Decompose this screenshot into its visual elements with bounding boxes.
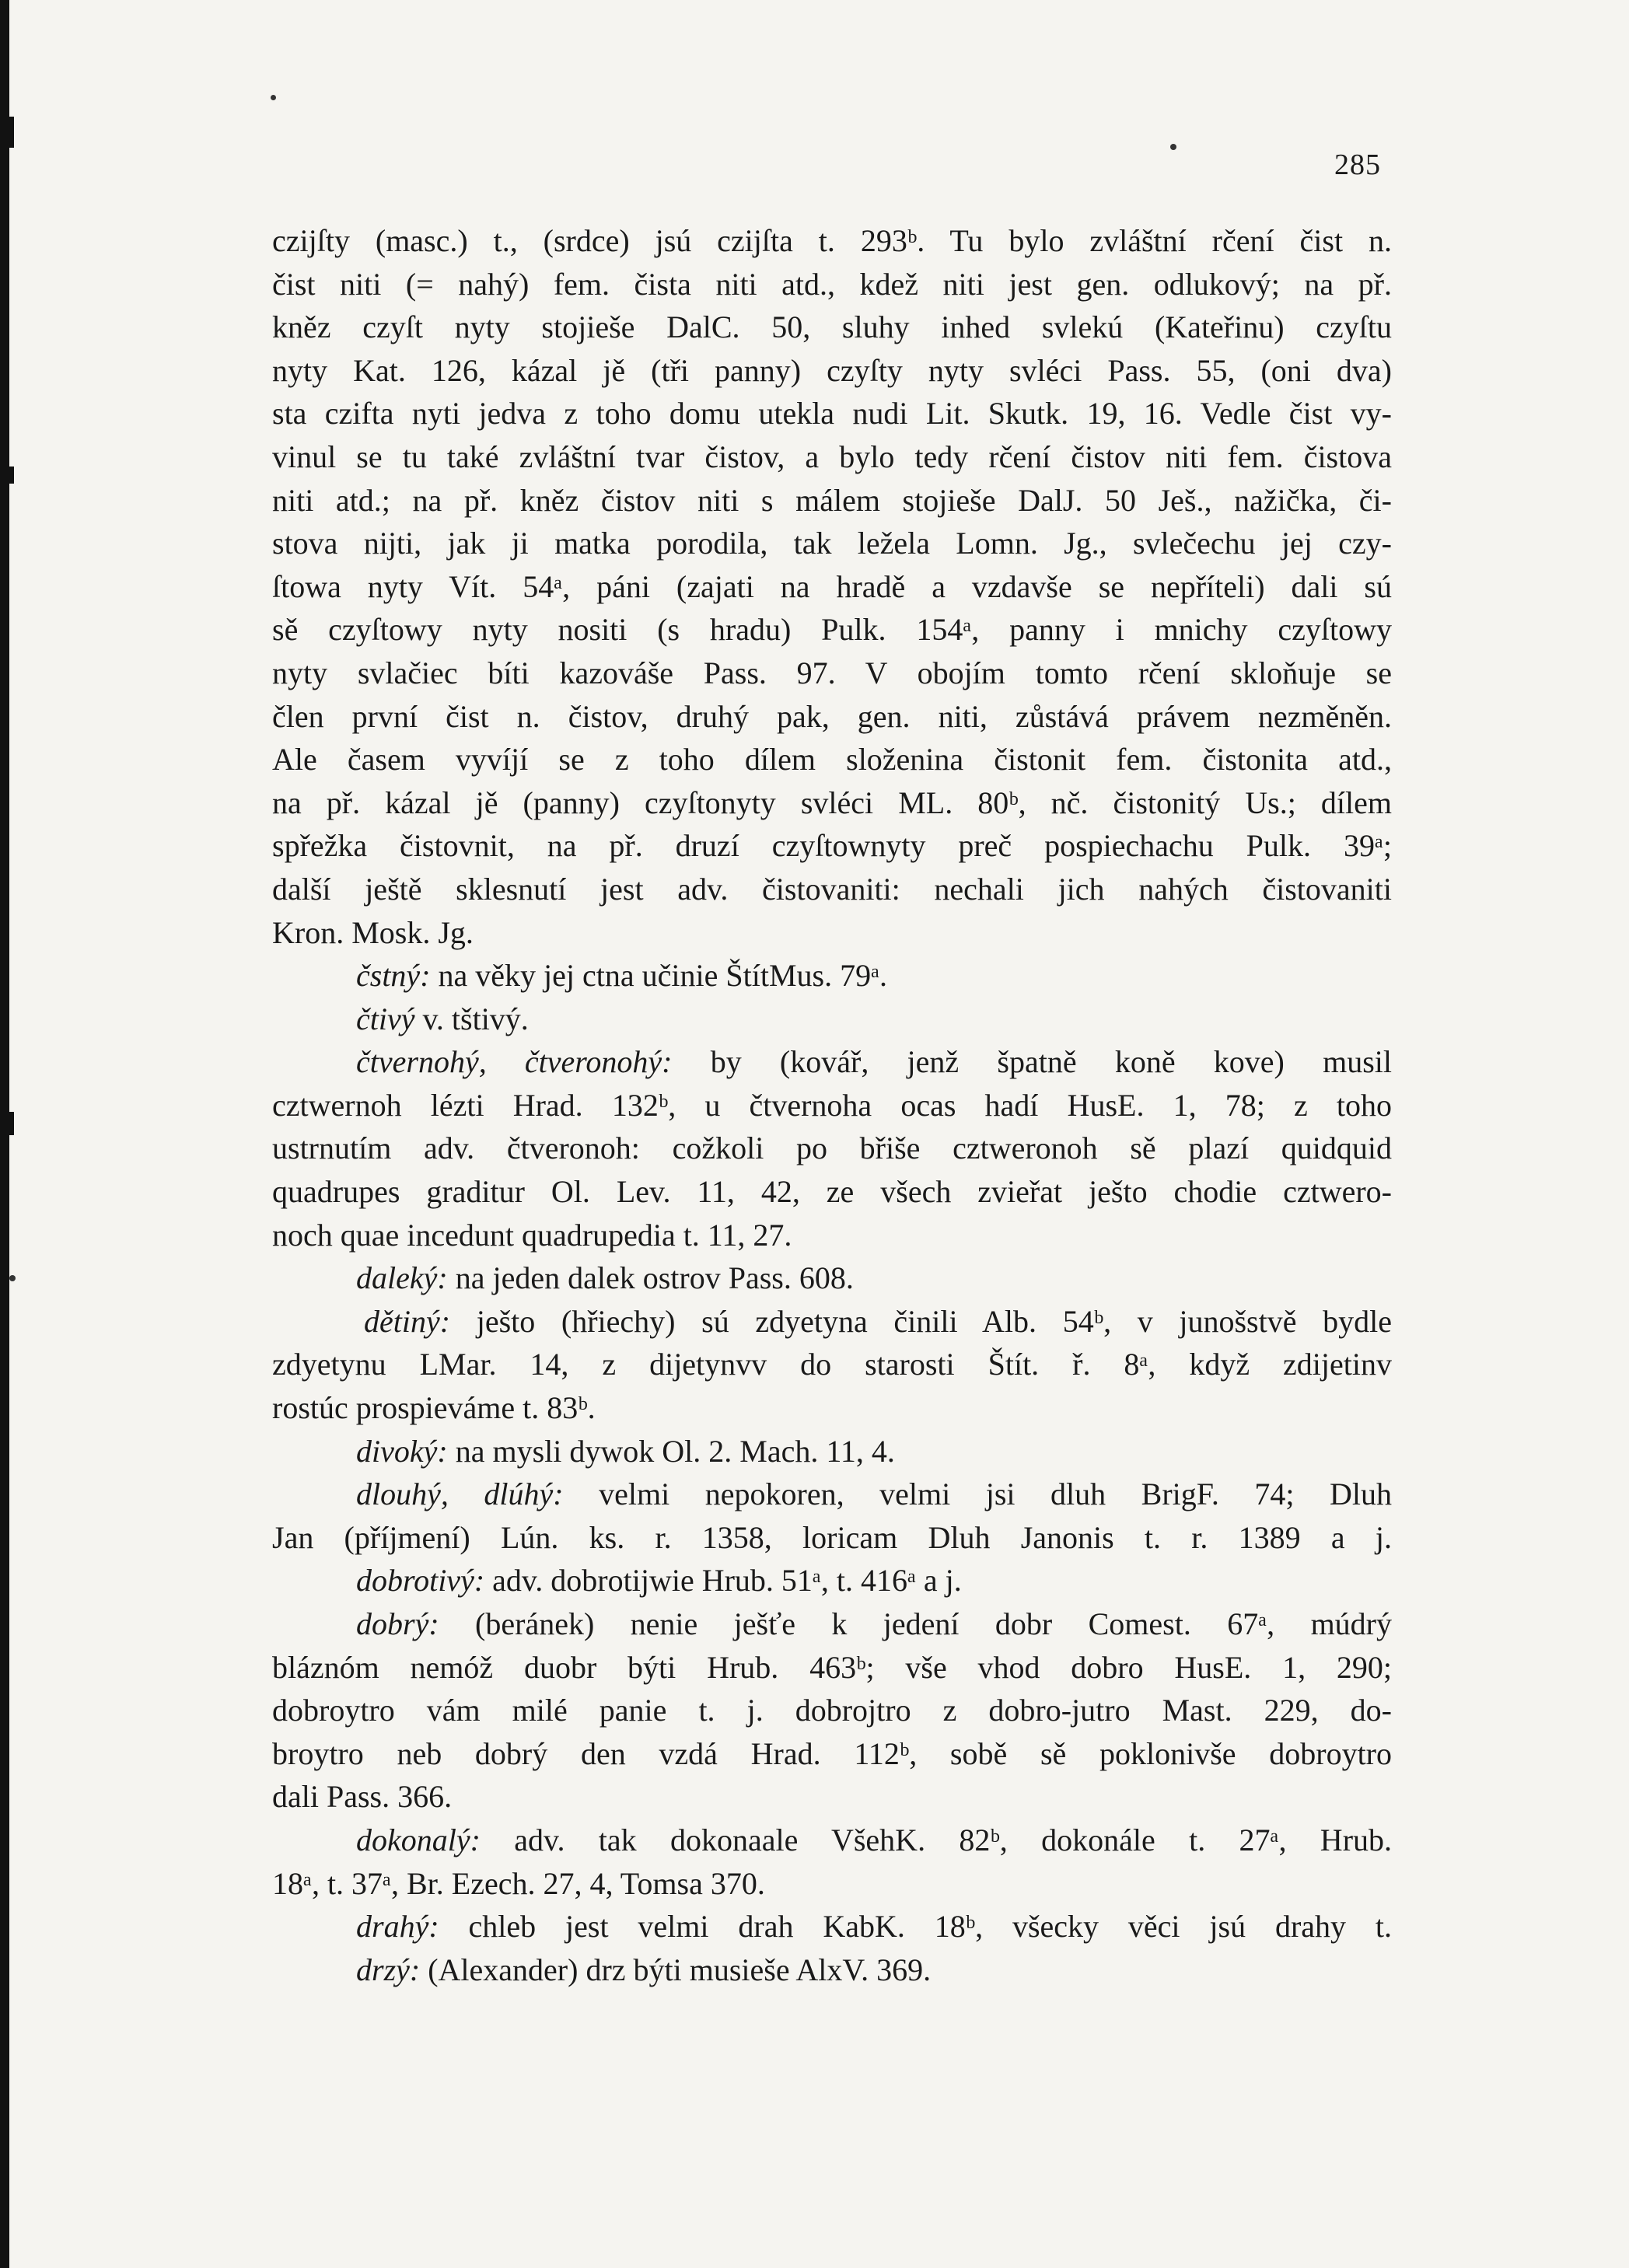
text-line: sta czifta nyti jedva z toho domu utekla nudi Lit. Skutk. 19, 16. Vedle čist vy- bbox=[272, 396, 1392, 432]
entry-text: chleb jest velmi drah KabK. 18ᵇ, všecky věci jsú drahy t. bbox=[468, 1909, 1392, 1945]
entry-line bbox=[272, 1905, 1392, 1948]
text-line: dali Pass. 366. bbox=[272, 1779, 453, 1815]
text-line: quadrupes graditur Ol. Lev. 11, 42, ze všech zvieřat ješto chodie cztwero- bbox=[272, 1174, 1392, 1210]
headword: dlouhý, dlúhý: bbox=[356, 1476, 564, 1512]
headword: čtivý bbox=[356, 1001, 415, 1036]
text-line: rostúc prospieváme t. 83ᵇ. bbox=[272, 1390, 596, 1426]
entry-text: na jeden dalek ostrov Pass. 608. bbox=[455, 1260, 854, 1296]
entry-line bbox=[272, 1256, 1392, 1300]
entry-line bbox=[272, 1300, 1392, 1344]
entry-text: na věky jej ctna učinie ŠtítMus. 79ᵃ. bbox=[438, 958, 888, 994]
binding-mark bbox=[0, 117, 14, 148]
entry-text: (Alexander) drz býti musieše AlxV. 369. bbox=[428, 1952, 932, 1987]
speck bbox=[9, 1275, 16, 1281]
entry-text: (beránek) nenie ješťe k jedení dobr Comest. 67ᵃ, múdrý bbox=[475, 1606, 1392, 1641]
headword: divoký: bbox=[356, 1433, 448, 1469]
entry-text: by (kovář, jenž špatně koně kove) musil bbox=[710, 1044, 1392, 1080]
entry-line bbox=[272, 1473, 1392, 1516]
entry-text: na mysli dywok Ol. 2. Mach. 11, 4. bbox=[455, 1433, 895, 1469]
text-line: sě czyſtowy nyty nositi (s hradu) Pulk. 154ᵃ, panny i mnichy czyſtowy bbox=[272, 612, 1392, 648]
speck bbox=[271, 95, 276, 100]
text-line: člen první čist n. čistov, druhý pak, gen. niti, zůstává právem nezměněn. bbox=[272, 698, 1392, 734]
entry-text: adv. tak dokonaale VšehK. 82ᵇ, dokonále t. 27ᵃ, Hrub. bbox=[514, 1822, 1392, 1857]
text-line: vinul se tu také zvláštní tvar čistov, a bylo tedy rčení čistov niti fem. čistova bbox=[272, 439, 1392, 474]
entry-line bbox=[272, 1602, 1392, 1646]
entry-text: velmi nepokoren, velmi jsi dluh BrigF. 74; Dluh bbox=[599, 1476, 1392, 1512]
text-line: ſtowa nyty Vít. 54ᵃ, páni (zajati na hradě a vzdavše se nepříteli) dali sú bbox=[272, 568, 1392, 604]
headword: dětiný: bbox=[364, 1303, 451, 1339]
entry-text: ješto (hřiechy) sú zdyetyna činili Alb. 54ᵇ, v junošstvě bydle bbox=[476, 1303, 1392, 1339]
text-line: zdyetynu LMar. 14, z dijetynvv do starosti Štít. ř. 8ᵃ, když zdijetinv bbox=[272, 1347, 1392, 1382]
headword: dobrý: bbox=[356, 1606, 439, 1641]
text-line: Ale časem vyvíjí se z toho dílem složenina čistonit fem. čistonita atd., bbox=[272, 742, 1392, 778]
headword: čstný: bbox=[356, 958, 431, 994]
text-line: spřežka čistovnit, na př. druzí czyſtownyty preč pospiechachu Pulk. 39ᵃ; bbox=[272, 828, 1392, 864]
headword: drahý: bbox=[356, 1909, 439, 1945]
binding-mark bbox=[0, 1112, 14, 1135]
text-line: kněz czyſt nyty stojieše DalC. 50, sluhy inhed svlekú (Kateřinu) czyſtu bbox=[272, 309, 1392, 345]
headword: drzý: bbox=[356, 1952, 421, 1987]
headword: čtvernohý, čtveronohý: bbox=[356, 1044, 673, 1080]
text-line: Jan (příjmení) Lún. ks. r. 1358, loricam Dluh Janonis t. r. 1389 a j. bbox=[272, 1519, 1392, 1555]
text-line: nyty Kat. 126, kázal jě (tři panny) czyſty nyty svléci Pass. 55, (oni dva) bbox=[272, 352, 1392, 388]
entry-line bbox=[272, 1430, 1392, 1473]
text-line: stova nijti, jak ji matka porodila, tak ležela Lomn. Jg., svlečechu jej czy- bbox=[272, 526, 1392, 561]
speck bbox=[1170, 144, 1176, 150]
text-line: na př. kázal jě (panny) czyſtonyty svléci ML. 80ᵇ, nč. čistonitý Us.; dílem bbox=[272, 785, 1392, 820]
entry-text: adv. dobrotijwie Hrub. 51ᵃ, t. 416ᵃ a j. bbox=[492, 1563, 962, 1599]
entry-line bbox=[272, 1819, 1392, 1862]
text-line: další ještě sklesnutí jest adv. čistovaniti: nechali jich nahých čistovaniti bbox=[272, 871, 1392, 907]
headword: dobrotivý: bbox=[356, 1563, 485, 1599]
text-line: broytro neb dobrý den vzdá Hrad. 112ᵇ, sobě sě poklonivše dobroytro bbox=[272, 1735, 1392, 1771]
entry-text: v. tštivý. bbox=[422, 1001, 529, 1036]
text-line: ustrnutím adv. čtveronoh: cožkoli po břiše cztweronoh sě plazí quidquid bbox=[272, 1131, 1392, 1166]
text-line: 18ᵃ, t. 37ᵃ, Br. Ezech. 27, 4, Tomsa 370. bbox=[272, 1865, 765, 1901]
text-line: cztwernoh lézti Hrad. 132ᵇ, u čtvernoha ocas hadí HusE. 1, 78; z toho bbox=[272, 1087, 1392, 1123]
entry-line bbox=[272, 1040, 1392, 1084]
headword: dokonalý: bbox=[356, 1822, 481, 1857]
headword: daleký: bbox=[356, 1260, 448, 1296]
entry-line bbox=[272, 954, 1392, 998]
text-line: Kron. Mosk. Jg. bbox=[272, 914, 474, 950]
text-line: nyty svlačiec bíti kazováše Pass. 97. V obojím tomto rčení skloňuje se bbox=[272, 655, 1392, 690]
text-line: bláznóm nemóž duobr býti Hrub. 463ᵇ; vše vhod dobro HusE. 1, 290; bbox=[272, 1649, 1392, 1685]
entry-line bbox=[272, 1559, 1392, 1602]
body-text bbox=[272, 219, 1392, 1991]
page-number: 285 bbox=[1334, 149, 1381, 181]
text-line: czijſty (masc.) t., (srdce) jsú czijſta t. 293ᵇ. Tu bylo zvláštní rčení čist n. bbox=[272, 223, 1392, 258]
text-line: čist niti (= nahý) fem. čista niti atd., kdež niti jest gen. odlukový; na př. bbox=[272, 266, 1392, 302]
text-line: niti atd.; na př. kněz čistov niti s málem stojieše DalJ. 50 Ješ., nažička, či- bbox=[272, 482, 1392, 518]
text-line: dobroytro vám milé panie t. j. dobrojtro z dobro-jutro Mast. 229, do- bbox=[272, 1693, 1392, 1728]
binding-mark bbox=[0, 467, 14, 484]
entry-line bbox=[272, 998, 1392, 1041]
entry-line bbox=[272, 1948, 1392, 1992]
text-line: noch quae incedunt quadrupedia t. 11, 27. bbox=[272, 1217, 792, 1253]
